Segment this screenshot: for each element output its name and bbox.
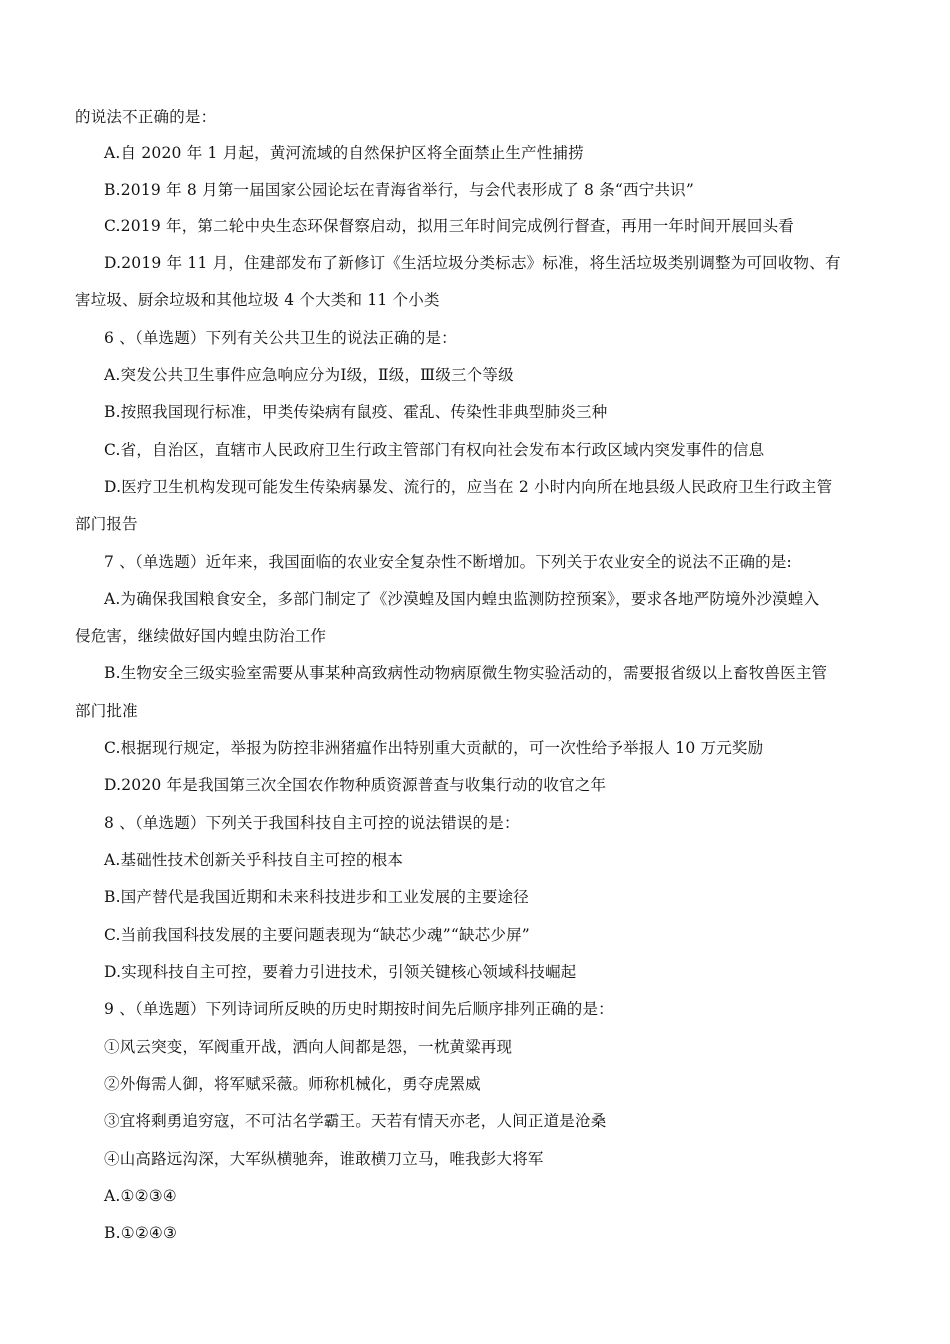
option-line: A.基础性技术创新关乎科技自主可控的根本 [104,851,404,869]
question-line: 7 、（单选题）近年来，我国面临的农业安全复杂性不断增加。下列关于农业安全的说法不正确的是: [104,553,792,571]
option-line: D.医疗卫生机构发现可能发生传染病暴发、流行的，应当在 2 小时内向所在地县级人民政府卫生行政主管 [104,478,833,496]
option-line: C.2019 年，第二轮中央生态环保督察启动，拟用三年时间完成例行督查，再用一年时间开展回头看 [104,217,795,235]
option-line: B.国产替代是我国近期和未来科技进步和工业发展的主要途径 [104,888,529,906]
option-line: D.2020 年是我国第三次全国农作物种质资源普查与收集行动的收官之年 [104,776,607,794]
question-line: 6 、（单选题）下列有关公共卫生的说法正确的是： [104,329,457,347]
text-line: 侵危害，继续做好国内蝗虫防治工作 [75,627,327,645]
question-line: 9 、（单选题）下列诗词所反映的历史时期按时间先后顺序排列正确的是： [104,1000,614,1018]
option-line: A.①②③④ [104,1187,177,1205]
text-line: 的说法不正确的是： [75,108,217,126]
poem-line: ①风云突变，军阀重开战，洒向人间都是怨，一枕黄粱再现 [104,1038,513,1056]
option-line: B.按照我国现行标准，甲类传染病有鼠疫、霍乱、传染性非典型肺炎三种 [104,403,608,421]
poem-line: ③宜将剩勇追穷寇，不可沽名学霸王。天若有情天亦老，人间正道是沧桑 [104,1112,607,1130]
option-line: C.省，自治区，直辖市人民政府卫生行政主管部门有权向社会发布本行政区域内突发事件的信息 [104,441,765,459]
text-line: 害垃圾、厨余垃圾和其他垃圾 4 个大类和 11 个小类 [75,291,440,309]
option-line: D.实现科技自主可控，要着力引进技术，引领关键核心领域科技崛起 [104,963,577,981]
option-line: A.为确保我国粮食安全，多部门制定了《沙漠蝗及国内蝗虫监测防控预案》，要求各地严防境外沙漠蝗入 [104,590,820,608]
option-line: D.2019 年 11 月，住建部发布了新修订《生活垃圾分类标志》标准，将生活垃圾类别调整为可回收物、有 [104,254,841,272]
option-line: B.①②④③ [104,1224,178,1242]
option-line: A.自 2020 年 1 月起，黄河流域的自然保护区将全面禁止生产性捕捞 [104,144,584,162]
question-line: 8 、（单选题）下列关于我国科技自主可控的说法错误的是： [104,814,520,832]
option-line: A.突发公共卫生事件应急响应分为Ⅰ级，Ⅱ级，Ⅲ级三个等级 [104,366,514,384]
option-line: B.生物安全三级实验室需要从事某种高致病性动物病原微生物实验活动的，需要报省级以上畜牧兽医主管 [104,664,828,682]
text-line: 部门批准 [75,702,138,720]
option-line: C.当前我国科技发展的主要问题表现为“缺芯少魂”“缺芯少屏” [104,926,530,944]
option-line: C.根据现行规定，举报为防控非洲猪瘟作出特别重大贡献的，可一次性给予举报人 10 万元奖励 [104,739,764,757]
poem-line: ②外侮需人御，将军赋采薇。师称机械化，勇夺虎罴威 [104,1075,481,1093]
text-line: 部门报告 [75,515,138,533]
poem-line: ④山高路远沟深，大军纵横驰奔，谁敢横刀立马，唯我彭大将军 [104,1150,544,1168]
option-line: B.2019 年 8 月第一届国家公园论坛在青海省举行，与会代表形成了 8 条“西宁共识” [104,181,694,199]
